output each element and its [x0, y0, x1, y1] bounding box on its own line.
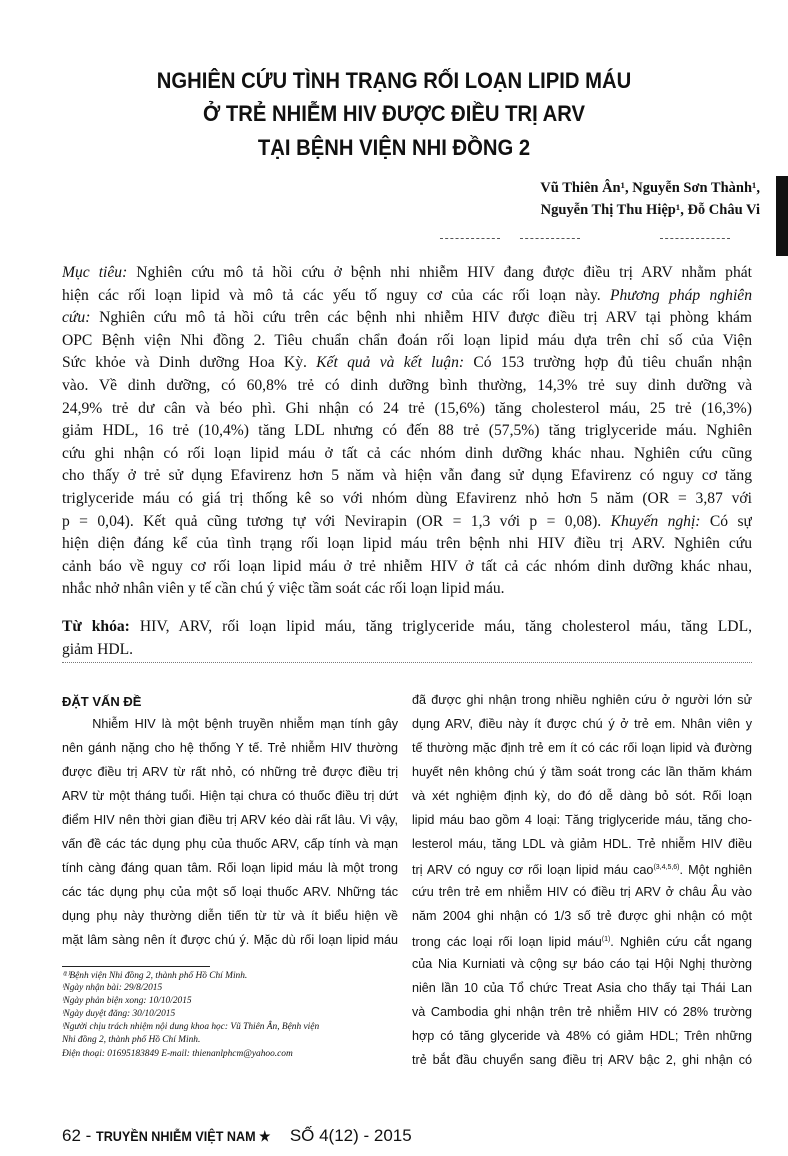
- text-line: [412, 954, 752, 974]
- text-run: giảm HDL, 16 trẻ (10,4%) tăng LDL nhưng có đến 88 trẻ (57,5%) tăng triglyceride máu. Nghiên: [62, 422, 752, 440]
- text-line: [412, 786, 752, 806]
- text-line: [62, 578, 752, 600]
- text-run: cứu trên trẻ em nhiễm HIV có điều trị ARV ở châu Âu vào: [412, 885, 752, 899]
- footnote-line: Nhi đồng 2, thành phố Hồ Chí Minh.: [62, 1035, 201, 1045]
- text-run: hợp có tăng glyceride và 48% có giảm HDL; Trên những: [412, 1029, 752, 1043]
- text-run: Nghiên cứu mô tả hồi cứu ở bệnh nhi nhiễm HIV đang được điều trị ARV nhằm phát: [127, 264, 752, 281]
- text-run: . Nghiên cứu cắt ngang: [610, 935, 752, 950]
- text-line: [62, 930, 398, 950]
- footnote-line: Điện thoại: 01695183849 E-mail: thienanlphcm@yahoo.com: [62, 1049, 293, 1059]
- text-run: và Cambodia ghi nhận trên trẻ nhiễm HIV có 28% trường: [412, 1005, 752, 1019]
- text-run: triglyceride máu có giá trị thống kê so với nhóm dùng Efavirenz nhỏ hơn 5 năm (OR = 3,87 với: [62, 490, 752, 507]
- footnote-line: ᶦNgày nhận bài: 29/8/2015: [62, 983, 163, 993]
- text-run: Có 153 trường hợp đủ tiêu chuẩn nhận: [464, 354, 752, 372]
- citation-ref: (1): [601, 936, 611, 943]
- text-line: [62, 398, 752, 420]
- text-line: [62, 882, 398, 902]
- text-run: cảnh báo về nguy cơ rối loạn lipid máu ở trẻ nhiễm HIV ở tất cả các nhóm dinh dưỡng khác nhau,: [62, 557, 752, 575]
- text-line: [412, 906, 752, 926]
- run-label: Mục tiêu:: [62, 264, 128, 281]
- text-line: [62, 420, 752, 442]
- text-run: Nghiên cứu mô tả hồi cứu trên các bệnh nhi nhiễm HIV được điều trị ARV tại phòng khám: [90, 309, 752, 327]
- title-line: NGHIÊN CỨU TÌNH TRẠNG RỐI LOẠN LIPID MÁU: [156, 68, 632, 93]
- text-line: [62, 307, 752, 329]
- text-line: [62, 533, 752, 555]
- text-line: [62, 858, 398, 878]
- text-run: cứu ghi nhận có rối loạn lipid máu ở tất cả các nhóm dinh dưỡng khác nhau. Nghiên cứu cũng: [62, 444, 752, 462]
- text-run: năm 2004 ghi nhận có 1/3 số trẻ được ghi nhận có một: [412, 909, 752, 923]
- page-footer: [62, 1126, 412, 1146]
- text-line: [412, 834, 752, 854]
- text-run: các tác dụng phụ của một số loại thuốc ARV. Những tác: [62, 885, 398, 899]
- text-line: [412, 810, 752, 830]
- text-line: [412, 882, 752, 902]
- text-run: ARV từ một tháng tuổi. Hiện tại chưa có thuốc điều trị dứt: [62, 789, 398, 803]
- text-line: [62, 714, 398, 734]
- text-line: [62, 285, 752, 307]
- text-run: hiện các rối loạn lipid và mô tả các yếu tố nguy cơ của các rối loạn này.: [62, 286, 610, 304]
- text-run: điểm HIV nên thời gian điều trị ARV kéo dài rất lâu. Vì vậy,: [62, 813, 398, 827]
- text-line: [62, 762, 398, 782]
- text-line: [412, 1026, 752, 1046]
- text-run: lipid máu bao gồm 4 loại: Tăng triglyceride máu, tăng cho-: [412, 813, 752, 827]
- author-line: Nguyễn Thị Thu Hiệp¹, Đỗ Châu Vi: [540, 202, 760, 218]
- text-line: [62, 738, 398, 758]
- scan-edge-mark: [776, 176, 788, 256]
- divider: [660, 238, 730, 240]
- run-label: Từ khóa:: [62, 618, 130, 635]
- text-line: [62, 639, 752, 661]
- citation-ref: (3,4,5,6): [653, 864, 680, 871]
- text-run: trẻ bắt đầu chuyển sang điều trị ARV bậc 2, ghi nhận có: [412, 1053, 752, 1067]
- footer-separator: -: [80, 1126, 97, 1145]
- text-run: tế thường mặc định trẻ em ít có các rối loạn lipid và đường: [412, 741, 752, 755]
- text-line: [62, 330, 752, 352]
- text-run: lesterol máu, tăng LDL và giảm HDL. Trẻ nhiễm HIV điều: [412, 837, 752, 851]
- text-run: đã được ghi nhận trong nhiều nghiên cứu ở người lớn sử: [412, 693, 752, 707]
- text-run: nên gánh nặng cho hệ thống Y tế. Trẻ nhiễm HIV thường: [62, 741, 398, 755]
- title-line: Ở TRẺ NHIỄM HIV ĐƯỢC ĐIỀU TRỊ ARV: [203, 101, 585, 126]
- text-line: [412, 978, 752, 998]
- text-run: mặt lâm sàng nên ít được chú ý. Mặc dù rối loạn lipid máu: [62, 933, 398, 947]
- text-run: OPC Bệnh viện Nhi đồng 2. Tiêu chuẩn chẩn đoán rối loạn lipid máu dựa trên chỉ số của Viện: [62, 331, 752, 349]
- text-run: huyết nên không chú ý tầm soát trong các lần thăm khám: [412, 765, 752, 779]
- text-run: p = 0,04). Kết quả cũng tương tự với Nevirapin (OR = 1,3 với p = 0,08).: [62, 512, 611, 530]
- text-run: . Một nghiên: [679, 863, 752, 878]
- issue-number: SỐ 4(12) - 2015: [289, 1126, 412, 1145]
- text-run: giảm HDL.: [62, 640, 134, 658]
- text-line: [62, 352, 752, 374]
- text-run: niên lần 10 của Tổ chức Treat Asia cho thấy tại Thái Lan: [412, 981, 752, 995]
- text-line: [412, 1050, 752, 1070]
- text-line: [62, 786, 398, 806]
- text-line: [62, 556, 752, 578]
- text-run: nhắc nhở nhân viên y tế cần chú ý việc tầm soát các rối loạn lipid máu.: [62, 580, 505, 598]
- text-line: [412, 1002, 752, 1022]
- run-label: Khuyến nghị:: [610, 512, 701, 530]
- text-line: [412, 690, 752, 710]
- title-line: TẠI BỆNH VIỆN NHI ĐỒNG 2: [257, 135, 531, 160]
- section-heading: ĐẶT VẤN ĐỀ: [62, 694, 142, 709]
- text-run: Sức khỏe và Dinh dưỡng Hoa Kỳ.: [62, 354, 317, 372]
- text-line: [62, 906, 398, 926]
- run-label: Kết quả và kết luận:: [316, 354, 465, 372]
- footnote-rule: [62, 966, 210, 967]
- text-line: [412, 858, 752, 878]
- divider: [440, 238, 500, 240]
- run-label: cứu:: [62, 309, 91, 327]
- text-run: của Nia Kurniati và cộng sự báo cáo tại Hội Nghị thường: [412, 957, 752, 971]
- footnote-line: ᶦNgười chịu trách nhiệm nội dung khoa học: Vũ Thiên Ân, Bệnh viện: [62, 1022, 320, 1032]
- divider: [520, 238, 580, 240]
- text-line: [412, 762, 752, 782]
- text-run: cho thấy ở trẻ sử dụng Efavirenz hơn 5 năm và hiện vẫn đang sử dụng Efavirenz có nguy cơ tăng: [62, 467, 752, 485]
- text-run: trong các loại rối loạn lipid máu: [412, 935, 602, 950]
- text-line: [412, 930, 752, 950]
- text-line: [62, 616, 752, 638]
- text-run: và xét nghiệm định kỳ, do đó dễ dàng bỏ sót. Rối loạn: [412, 789, 752, 803]
- text-line: [62, 375, 752, 397]
- text-line: [62, 511, 752, 533]
- text-line: [62, 834, 398, 854]
- text-run: dụng ARV, điều này ít được chú ý ở trẻ em. Nhân viên y: [412, 717, 752, 731]
- text-line: [62, 488, 752, 510]
- run-label: Phương pháp nghiên: [609, 286, 752, 304]
- text-run: vào. Về dinh dưỡng, có 60,8% trẻ có dinh dưỡng bình thường, 14,3% trẻ suy dinh dưỡng và: [62, 377, 752, 394]
- text-line: [412, 738, 752, 758]
- footnote-line: ᶦNgày duyệt đăng: 30/10/2015: [62, 1009, 176, 1019]
- text-run: Nhiễm HIV là một bệnh truyền nhiễm mạn tính gây: [62, 717, 398, 731]
- text-line: [62, 810, 398, 830]
- divider: [62, 662, 752, 664]
- text-line: [62, 262, 752, 284]
- text-run: Có sự: [700, 512, 752, 530]
- text-run: được điều trị ARV từ rất nhỏ, có những trẻ được điều trị: [62, 765, 398, 779]
- footnote-line: ⁽¹⁾Bệnh viện Nhi đồng 2, thành phố Hồ Chí Minh.: [62, 971, 248, 981]
- footnote-line: ᶦNgày phản biện xong: 10/10/2015: [62, 996, 192, 1006]
- text-line: [62, 465, 752, 487]
- text-run: hiện diện đáng kể của tình trạng rối loạn lipid máu trên bệnh nhi HIV điều trị ARV. Nghiên cứu: [62, 535, 752, 553]
- author-line: Vũ Thiên Ân¹, Nguyễn Sơn Thành¹,: [540, 180, 760, 196]
- text-run: tính càng đáng quan tâm. Rối loạn lipid máu là một trong: [62, 861, 398, 875]
- text-line: [62, 443, 752, 465]
- text-run: vấn đề các tác dụng phụ của thuốc ARV, cấp tính và mạn: [62, 837, 398, 851]
- text-line: [412, 714, 752, 734]
- text-run: trị ARV có nguy cơ rối loạn lipid máu cao: [412, 863, 654, 878]
- text-run: 24,9% trẻ dư cân và béo phì. Ghi nhận có 24 trẻ (15,6%) tăng cholesterol máu, 25 trẻ (16,3%): [62, 399, 752, 417]
- page-number: 62: [62, 1126, 81, 1145]
- journal-name: TRUYỀN NHIỄM VIỆT NAM ★: [96, 1128, 271, 1144]
- text-run: HIV, ARV, rối loạn lipid máu, tăng triglyceride máu, tăng cholesterol máu, tăng LDL,: [129, 618, 752, 635]
- text-run: dụng phụ này thường diễn tiến từ từ và ít biểu hiện về: [62, 909, 398, 923]
